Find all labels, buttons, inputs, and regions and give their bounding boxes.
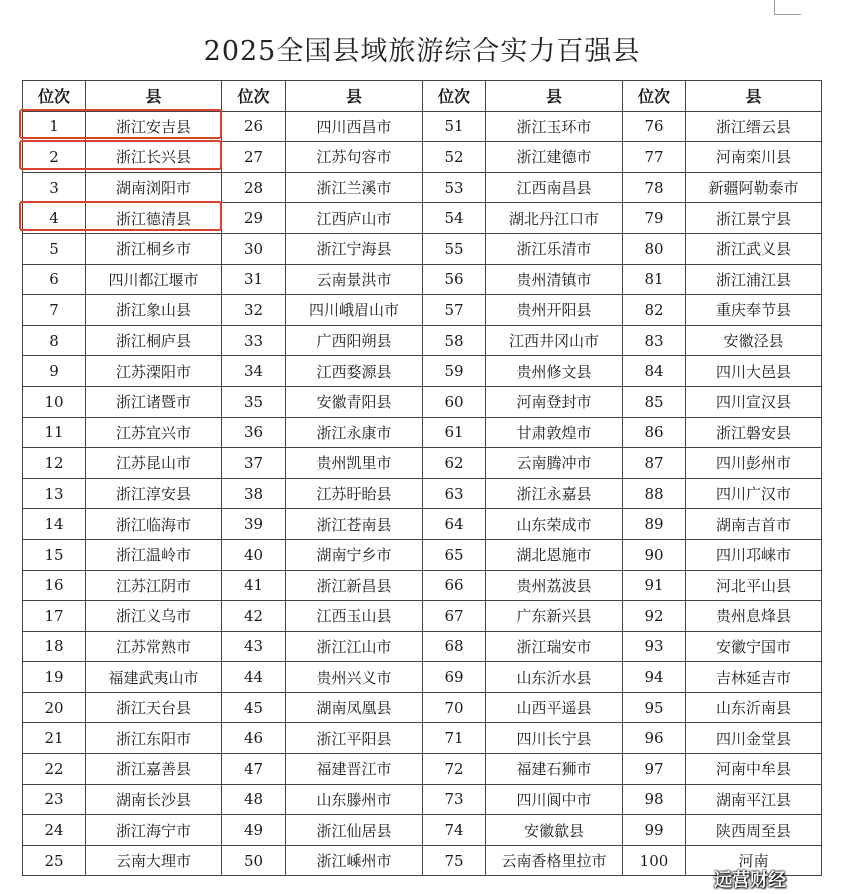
rank-cell: 12 [23, 448, 86, 479]
rank-cell: 52 [423, 142, 486, 173]
county-cell: 浙江兰溪市 [286, 172, 423, 203]
table-row [23, 692, 822, 723]
table-row [23, 478, 822, 509]
rank-cell: 88 [623, 478, 686, 509]
county-cell: 浙江永康市 [286, 417, 423, 448]
county-cell: 广西阳朔县 [286, 325, 423, 356]
rank-cell: 24 [23, 815, 86, 846]
county-cell: 山西平遥县 [486, 692, 623, 723]
county-cell: 湖南凤凰县 [286, 692, 423, 723]
county-cell: 甘肃敦煌市 [486, 417, 623, 448]
rank-cell: 8 [23, 325, 86, 356]
county-cell: 浙江嵊州市 [286, 845, 423, 876]
rank-cell: 56 [423, 264, 486, 295]
county-cell: 浙江桐庐县 [86, 325, 222, 356]
rank-cell: 77 [623, 142, 686, 173]
rank-cell: 53 [423, 172, 486, 203]
rank-cell: 90 [623, 539, 686, 570]
rank-cell: 51 [423, 111, 486, 142]
rank-cell: 26 [222, 111, 286, 142]
county-cell: 浙江苍南县 [286, 509, 423, 540]
county-cell: 湖南浏阳市 [86, 172, 222, 203]
rank-cell: 5 [23, 233, 86, 264]
rank-cell: 13 [23, 478, 86, 509]
county-cell: 湖南长沙县 [86, 784, 222, 815]
rank-cell: 41 [222, 570, 286, 601]
county-cell: 浙江瑞安市 [486, 631, 623, 662]
county-cell: 贵州开阳县 [486, 295, 623, 326]
rank-cell: 32 [222, 295, 286, 326]
rank-cell: 65 [423, 539, 486, 570]
county-cell: 安徽青阳县 [286, 386, 423, 417]
rank-cell: 57 [423, 295, 486, 326]
county-cell: 浙江乐清市 [486, 233, 623, 264]
county-cell: 湖北丹江口市 [486, 203, 623, 234]
rank-cell: 25 [23, 845, 86, 876]
county-cell: 浙江江山市 [286, 631, 423, 662]
highlight-box-rank-4 [19, 201, 222, 231]
county-cell: 四川广汉市 [686, 478, 822, 509]
county-cell: 贵州兴义市 [286, 662, 423, 693]
county-cell: 浙江临海市 [86, 509, 222, 540]
county-cell: 福建石狮市 [486, 754, 623, 785]
county-cell: 云南腾冲市 [486, 448, 623, 479]
rank-cell: 16 [23, 570, 86, 601]
page-title: 2025全国县域旅游综合实力百强县 [203, 36, 641, 67]
county-cell: 浙江德清县 [86, 203, 222, 234]
rank-cell: 22 [23, 754, 86, 785]
rank-cell: 91 [623, 570, 686, 601]
rank-cell: 85 [623, 386, 686, 417]
county-cell: 四川大邑县 [686, 356, 822, 387]
table-row [23, 662, 822, 693]
rank-cell: 1 [23, 111, 86, 142]
rank-cell: 33 [222, 325, 286, 356]
header-county: 县 [86, 81, 222, 112]
rank-cell: 34 [222, 356, 286, 387]
county-cell: 福建武夷山市 [86, 662, 222, 693]
county-cell: 浙江天台县 [86, 692, 222, 723]
county-cell: 河南 [686, 845, 822, 876]
county-cell: 四川西昌市 [286, 111, 423, 142]
rank-cell: 63 [423, 478, 486, 509]
table-row [23, 509, 822, 540]
county-cell: 河南中牟县 [686, 754, 822, 785]
rank-cell: 6 [23, 264, 86, 295]
county-cell: 江苏昆山市 [86, 448, 222, 479]
county-cell: 浙江东阳市 [86, 723, 222, 754]
rank-cell: 42 [222, 601, 286, 632]
county-cell: 山东荣成市 [486, 509, 623, 540]
county-cell: 浙江温岭市 [86, 539, 222, 570]
rank-cell: 14 [23, 509, 86, 540]
header-county: 县 [686, 81, 822, 112]
county-cell: 新疆阿勒泰市 [686, 172, 822, 203]
rank-cell: 19 [23, 662, 86, 693]
county-cell: 云南大理市 [86, 845, 222, 876]
county-cell: 浙江宁海县 [286, 233, 423, 264]
county-cell: 四川都江堰市 [86, 264, 222, 295]
rank-cell: 64 [423, 509, 486, 540]
rank-cell: 7 [23, 295, 86, 326]
rank-cell: 37 [222, 448, 286, 479]
county-cell: 浙江仙居县 [286, 815, 423, 846]
county-cell: 江西南昌县 [486, 172, 623, 203]
county-cell: 浙江桐乡市 [86, 233, 222, 264]
rank-cell: 9 [23, 356, 86, 387]
rank-cell: 70 [423, 692, 486, 723]
rank-cell: 30 [222, 233, 286, 264]
rank-cell: 61 [423, 417, 486, 448]
county-cell: 四川金堂县 [686, 723, 822, 754]
rank-cell: 75 [423, 845, 486, 876]
county-cell: 福建晋江市 [286, 754, 423, 785]
rank-cell: 93 [623, 631, 686, 662]
rank-cell: 21 [23, 723, 86, 754]
county-cell: 湖南吉首市 [686, 509, 822, 540]
county-cell: 四川峨眉山市 [286, 295, 423, 326]
rank-cell: 100 [623, 845, 686, 876]
rank-cell: 54 [423, 203, 486, 234]
county-cell: 吉林延吉市 [686, 662, 822, 693]
county-cell: 江苏句容市 [286, 142, 423, 173]
rank-cell: 62 [423, 448, 486, 479]
rank-cell: 10 [23, 386, 86, 417]
ranking-table [22, 80, 822, 876]
rank-cell: 48 [222, 784, 286, 815]
rank-cell: 11 [23, 417, 86, 448]
table-row [23, 325, 822, 356]
county-cell: 江苏宜兴市 [86, 417, 222, 448]
table-row [23, 386, 822, 417]
rank-cell: 80 [623, 233, 686, 264]
rank-cell: 86 [623, 417, 686, 448]
county-cell: 四川邛崃市 [686, 539, 822, 570]
rank-cell: 23 [23, 784, 86, 815]
rank-cell: 68 [423, 631, 486, 662]
county-cell: 浙江平阳县 [286, 723, 423, 754]
county-cell: 浙江浦江县 [686, 264, 822, 295]
rank-cell: 76 [623, 111, 686, 142]
table-row [23, 448, 822, 479]
watermark-logo: 远营财经 [714, 870, 786, 891]
county-cell: 江西井冈山市 [486, 325, 623, 356]
rank-cell: 67 [423, 601, 486, 632]
county-cell: 浙江武义县 [686, 233, 822, 264]
rank-cell: 15 [23, 539, 86, 570]
county-cell: 浙江义乌市 [86, 601, 222, 632]
rank-cell: 74 [423, 815, 486, 846]
county-cell: 河南登封市 [486, 386, 623, 417]
rank-cell: 47 [222, 754, 286, 785]
rank-cell: 17 [23, 601, 86, 632]
rank-cell: 31 [222, 264, 286, 295]
rank-cell: 2 [23, 142, 86, 173]
table-row [23, 172, 822, 203]
rank-cell: 27 [222, 142, 286, 173]
highlight-box-rank-1 [19, 109, 222, 139]
county-cell: 贵州荔波县 [486, 570, 623, 601]
table-row [23, 233, 822, 264]
rank-cell: 69 [423, 662, 486, 693]
rank-cell: 79 [623, 203, 686, 234]
county-cell: 湖南平江县 [686, 784, 822, 815]
rank-cell: 55 [423, 233, 486, 264]
page-corner-mark [774, 0, 801, 15]
rank-cell: 98 [623, 784, 686, 815]
rank-cell: 36 [222, 417, 286, 448]
county-cell: 四川彭州市 [686, 448, 822, 479]
rank-cell: 83 [623, 325, 686, 356]
county-cell: 云南香格里拉市 [486, 845, 623, 876]
table-row [23, 539, 822, 570]
rank-cell: 84 [623, 356, 686, 387]
rank-cell: 97 [623, 754, 686, 785]
county-cell: 浙江象山县 [86, 295, 222, 326]
county-cell: 浙江安吉县 [86, 111, 222, 142]
county-cell: 浙江玉环市 [486, 111, 623, 142]
county-cell: 安徽宁国市 [686, 631, 822, 662]
rank-cell: 44 [222, 662, 286, 693]
rank-cell: 29 [222, 203, 286, 234]
rank-cell: 3 [23, 172, 86, 203]
county-cell: 山东沂水县 [486, 662, 623, 693]
rank-cell: 39 [222, 509, 286, 540]
rank-cell: 89 [623, 509, 686, 540]
county-cell: 贵州修文县 [486, 356, 623, 387]
rank-cell: 46 [222, 723, 286, 754]
county-cell: 江苏常熟市 [86, 631, 222, 662]
county-cell: 浙江缙云县 [686, 111, 822, 142]
county-cell: 浙江新昌县 [286, 570, 423, 601]
rank-cell: 59 [423, 356, 486, 387]
rank-cell: 40 [222, 539, 286, 570]
county-cell: 安徽歙县 [486, 815, 623, 846]
table-row [23, 784, 822, 815]
table-header-row [23, 81, 822, 112]
rank-cell: 58 [423, 325, 486, 356]
rank-cell: 81 [623, 264, 686, 295]
county-cell: 浙江淳安县 [86, 478, 222, 509]
county-cell: 湖北恩施市 [486, 539, 623, 570]
county-cell: 浙江海宁市 [86, 815, 222, 846]
county-cell: 江苏盱眙县 [286, 478, 423, 509]
rank-cell: 4 [23, 203, 86, 234]
rank-cell: 99 [623, 815, 686, 846]
header-rank: 位次 [222, 81, 286, 112]
table-row [23, 295, 822, 326]
county-cell: 贵州清镇市 [486, 264, 623, 295]
county-cell: 浙江诸暨市 [86, 386, 222, 417]
county-cell: 四川宣汉县 [686, 386, 822, 417]
rank-cell: 18 [23, 631, 86, 662]
header-county: 县 [286, 81, 423, 112]
county-cell: 江西玉山县 [286, 601, 423, 632]
table-row [23, 417, 822, 448]
rank-cell: 38 [222, 478, 286, 509]
rank-cell: 60 [423, 386, 486, 417]
county-cell: 重庆奉节县 [686, 295, 822, 326]
table-row [23, 631, 822, 662]
rank-cell: 94 [623, 662, 686, 693]
rank-cell: 78 [623, 172, 686, 203]
county-cell: 湖南宁乡市 [286, 539, 423, 570]
rank-cell: 95 [623, 692, 686, 723]
county-cell: 江苏溧阳市 [86, 356, 222, 387]
table-row [23, 264, 822, 295]
header-rank: 位次 [23, 81, 86, 112]
table-row [23, 356, 822, 387]
county-cell: 贵州凯里市 [286, 448, 423, 479]
header-rank: 位次 [623, 81, 686, 112]
table-row [23, 845, 822, 876]
rank-cell: 92 [623, 601, 686, 632]
table-row [23, 815, 822, 846]
county-cell: 云南景洪市 [286, 264, 423, 295]
rank-cell: 43 [222, 631, 286, 662]
rank-cell: 72 [423, 754, 486, 785]
county-cell: 浙江长兴县 [86, 142, 222, 173]
county-cell: 江苏江阴市 [86, 570, 222, 601]
county-cell: 贵州息烽县 [686, 601, 822, 632]
header-county: 县 [486, 81, 623, 112]
rank-cell: 82 [623, 295, 686, 326]
county-cell: 安徽泾县 [686, 325, 822, 356]
county-cell: 四川长宁县 [486, 723, 623, 754]
rank-cell: 96 [623, 723, 686, 754]
rank-cell: 66 [423, 570, 486, 601]
county-cell: 江西庐山市 [286, 203, 423, 234]
county-cell: 浙江磐安县 [686, 417, 822, 448]
header-rank: 位次 [423, 81, 486, 112]
rank-cell: 28 [222, 172, 286, 203]
county-cell: 山东滕州市 [286, 784, 423, 815]
county-cell: 浙江嘉善县 [86, 754, 222, 785]
rank-cell: 87 [623, 448, 686, 479]
county-cell: 陕西周至县 [686, 815, 822, 846]
county-cell: 江西婺源县 [286, 356, 423, 387]
table-row [23, 754, 822, 785]
table-row [23, 570, 822, 601]
county-cell: 四川阆中市 [486, 784, 623, 815]
rank-cell: 20 [23, 692, 86, 723]
county-cell: 浙江建德市 [486, 142, 623, 173]
rank-cell: 50 [222, 845, 286, 876]
rank-cell: 49 [222, 815, 286, 846]
county-cell: 河南栾川县 [686, 142, 822, 173]
table-row [23, 601, 822, 632]
highlight-box-rank-2 [19, 140, 222, 170]
rank-cell: 45 [222, 692, 286, 723]
rank-cell: 35 [222, 386, 286, 417]
rank-cell: 73 [423, 784, 486, 815]
county-cell: 浙江永嘉县 [486, 478, 623, 509]
county-cell: 河北平山县 [686, 570, 822, 601]
county-cell: 广东新兴县 [486, 601, 623, 632]
rank-cell: 71 [423, 723, 486, 754]
table-row [23, 723, 822, 754]
county-cell: 山东沂南县 [686, 692, 822, 723]
county-cell: 浙江景宁县 [686, 203, 822, 234]
